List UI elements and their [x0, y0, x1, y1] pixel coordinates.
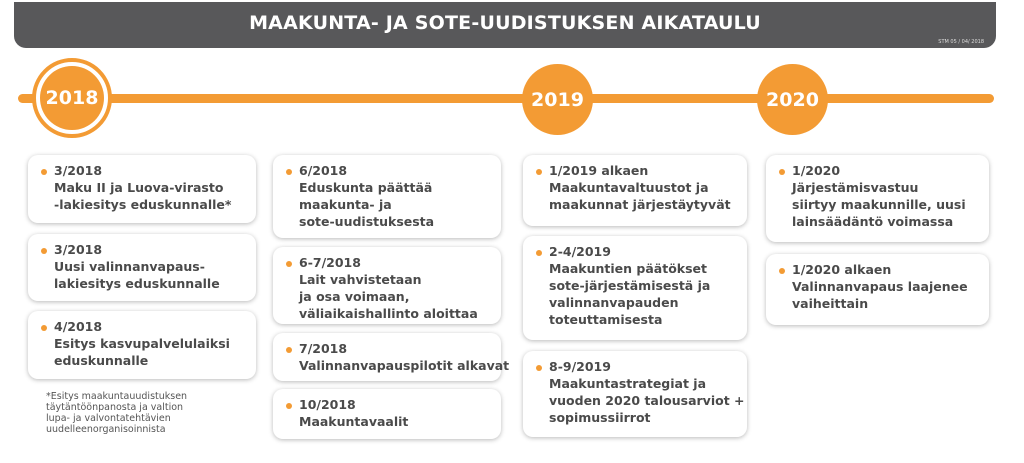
- timeline-card: [273, 247, 501, 324]
- year-marker-2020: 2020: [757, 64, 828, 135]
- card-text-line: Eduskunta päättää: [299, 180, 433, 195]
- timeline-card: [273, 333, 510, 381]
- bullet-icon: [536, 169, 542, 175]
- timeline-card: [523, 351, 747, 437]
- card-text-line: Valinnanvapaus laajenee: [792, 279, 968, 294]
- card-text-line: -lakiesitys eduskunnalle*: [54, 197, 232, 212]
- card-date: 1/2020 alkaen: [792, 262, 892, 277]
- bullet-icon: [286, 169, 292, 175]
- card-text-line: Lait vahvistetaan: [299, 272, 422, 287]
- card-date: 6-7/2018: [299, 255, 361, 270]
- card-text-line: maakunta- ja: [299, 197, 392, 212]
- timeline-card: [766, 155, 989, 242]
- card-text-line: Maakuntavaalit: [299, 414, 409, 429]
- card-text-line: Maakuntien päätökset: [549, 261, 707, 276]
- card-date: 3/2018: [54, 163, 103, 178]
- bullet-icon: [536, 250, 542, 256]
- card-text-line: lainsäädäntö voimassa: [792, 214, 954, 229]
- card-date: 3/2018: [54, 242, 103, 257]
- card-text-line: siirtyy maakunnille, uusi: [792, 197, 966, 212]
- card-text-line: lakiesitys eduskunnalle: [54, 276, 220, 291]
- card-text-line: Uusi valinnanvapaus-: [54, 259, 205, 274]
- timeline-card: [523, 155, 747, 226]
- card-text-line: sopimussiirrot: [549, 410, 651, 425]
- card-text-line: Esitys kasvupalvelulaiksi: [54, 336, 230, 351]
- card-text-line: Maakuntavaltuustot ja: [549, 180, 709, 195]
- bullet-icon: [41, 248, 47, 254]
- bullet-icon: [41, 325, 47, 331]
- footnote-line: lupa- ja valvontatehtävien: [46, 413, 171, 424]
- timeline-card: [28, 311, 256, 379]
- timeline-bar: [18, 94, 994, 103]
- card-text-line: Maakuntastrategiat ja: [549, 376, 707, 391]
- footnote: [46, 391, 226, 435]
- bullet-icon: [286, 403, 292, 409]
- year-marker-2019: 2019: [522, 64, 593, 135]
- card-date: 1/2020: [792, 163, 841, 178]
- card-date: 10/2018: [299, 397, 356, 412]
- card-text-line: valinnanvapauden: [549, 295, 679, 310]
- title-bar: [14, 2, 996, 48]
- card-text-line: ja osa voimaan,: [299, 289, 410, 304]
- card-text-line: Valinnanvapauspilotit alkavat: [299, 358, 510, 373]
- timeline-card: [28, 234, 256, 301]
- card-date: 8-9/2019: [549, 359, 611, 374]
- bullet-icon: [286, 347, 292, 353]
- bullet-icon: [779, 268, 785, 274]
- card-text-line: vuoden 2020 talousarviot +: [549, 393, 745, 408]
- footnote-line: uudelleenorganisoinnista: [46, 424, 166, 435]
- bullet-icon: [536, 365, 542, 371]
- timeline-card: [28, 155, 256, 223]
- footnote-line: täytäntöönpanosta ja valtion: [46, 402, 184, 413]
- timeline-card: [766, 254, 989, 325]
- card-date: 7/2018: [299, 341, 348, 356]
- card-text-line: eduskunnalle: [54, 353, 149, 368]
- page-title: MAAKUNTA- JA SOTE-UUDISTUKSEN AIKATAULU: [249, 12, 761, 34]
- footnote-line: *Esitys maakuntauudistuksen: [46, 391, 188, 402]
- document-code: STM 05 / 04/ 2018: [938, 39, 984, 45]
- card-text-line: sote-uudistuksesta: [299, 214, 435, 229]
- bullet-icon: [779, 169, 785, 175]
- card-date: 4/2018: [54, 319, 103, 334]
- card-text-line: maakunnat järjestäytyvät: [549, 197, 731, 212]
- card-text-line: sote-järjestämisestä ja: [549, 278, 711, 293]
- timeline-card: [273, 389, 501, 439]
- bullet-icon: [286, 261, 292, 267]
- timeline-card: [273, 155, 501, 238]
- card-date: 2-4/2019: [549, 244, 611, 259]
- card-text-line: väliaikaishallinto aloittaa: [299, 306, 478, 321]
- card-date: 1/2019 alkaen: [549, 163, 649, 178]
- card-date: 6/2018: [299, 163, 348, 178]
- card-text-line: Järjestämisvastuu: [792, 180, 919, 195]
- card-text-line: toteuttamisesta: [549, 312, 663, 327]
- card-text-line: Maku II ja Luova-virasto: [54, 180, 224, 195]
- year-label-2018: 2018: [40, 66, 104, 130]
- year-marker-2018: [32, 58, 112, 138]
- timeline-card: [523, 236, 747, 340]
- card-text-line: vaiheittain: [792, 296, 869, 311]
- bullet-icon: [41, 169, 47, 175]
